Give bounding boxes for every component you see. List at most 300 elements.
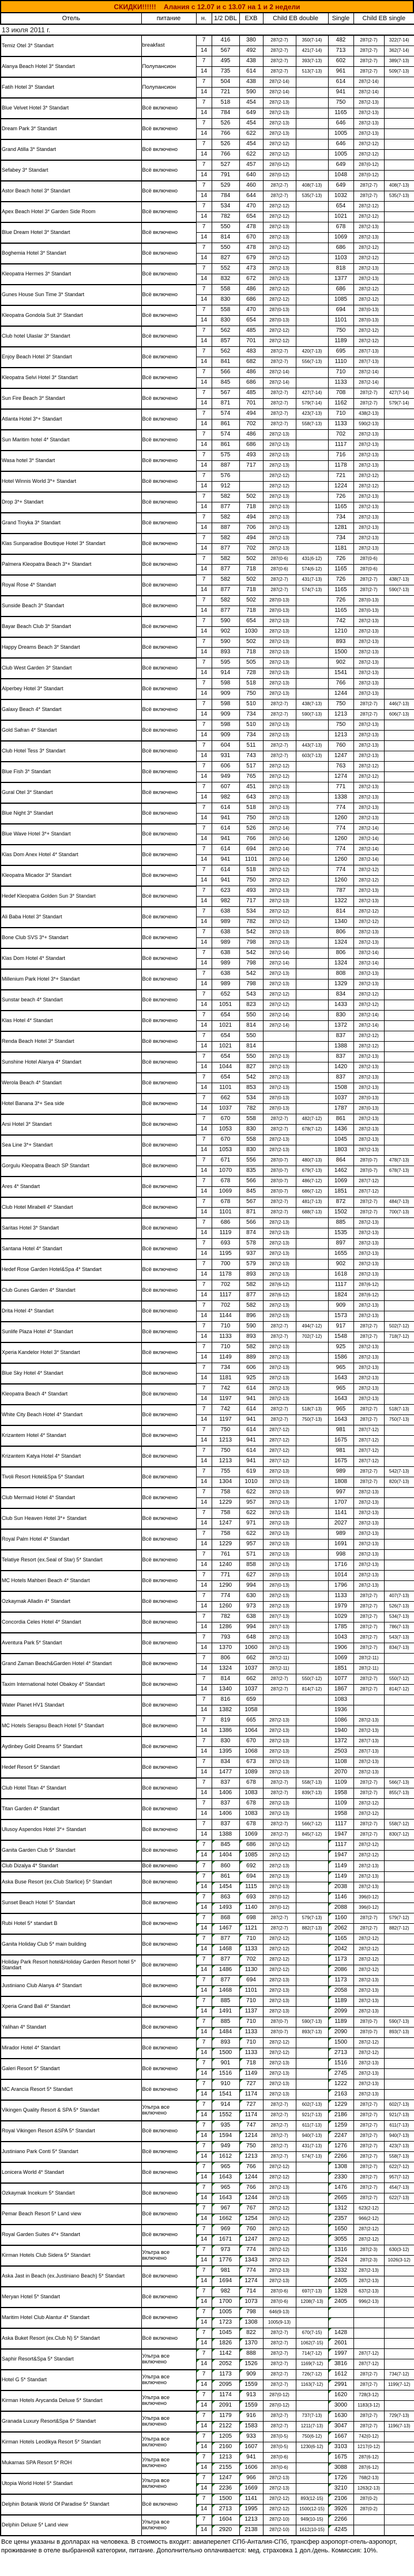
price-half-dbl-cell: 2052 <box>212 2359 239 2370</box>
price-single-cell: 774 <box>328 865 353 876</box>
child-eb-double-1-cell: 287(2-13) <box>263 616 296 627</box>
price-single-cell: 1162 <box>328 399 353 409</box>
price-single-cell: 1548 <box>328 1332 353 1342</box>
child-eb-single-1-cell: 287(2-7) <box>353 1197 384 1208</box>
child-eb-single-1-cell: 287(2-13) <box>353 1259 384 1270</box>
nights-cell: 14 <box>196 606 212 616</box>
child-eb-double-1-cell: 287(0-7) <box>263 2017 296 2027</box>
hotel-name-cell: Royal Vikingen Resort &SPA 5* Standart <box>1 2121 141 2142</box>
table-row <box>1 575 414 585</box>
price-exb-cell: 1244 <box>239 2173 263 2183</box>
meal-cell: Всё включено <box>141 451 196 471</box>
child-eb-double-1-cell: 287(2-7) <box>263 1125 296 1135</box>
price-single-cell: 2665 <box>328 2193 353 2204</box>
child-eb-single-1-cell: 287(2-13) <box>353 2007 384 2017</box>
price-single-cell: 734 <box>328 534 353 544</box>
table-row <box>1 782 414 793</box>
child-eb-double-2-cell <box>296 637 328 648</box>
child-eb-single-2-cell <box>384 554 414 565</box>
child-eb-single-1-cell: 287(2-7) <box>353 1788 384 1799</box>
child-eb-single-2-cell <box>384 1768 414 1778</box>
nights-cell: 7 <box>196 1737 212 1747</box>
child-eb-double-1-cell: 287(2-7) <box>263 741 296 751</box>
child-eb-single-2-cell <box>384 1488 414 1498</box>
price-exb-cell: 1037 <box>239 1685 263 1695</box>
hotel-name-cell: Pemar Beach Resort 5* Land view <box>1 2204 141 2225</box>
child-eb-double-2-cell <box>296 1965 328 1976</box>
hotel-name-cell: Hotel Winnis World 3*+ Standart <box>1 471 141 492</box>
child-eb-double-2-cell <box>296 803 328 814</box>
child-eb-single-1-cell: 287(2-13) <box>353 233 384 243</box>
child-eb-single-1-cell: 287(2-7) <box>353 46 384 56</box>
price-exb-cell: 1254 <box>239 2214 263 2225</box>
price-single-cell: 1436 <box>328 1125 353 1135</box>
child-eb-single-2-cell <box>384 782 414 793</box>
meal-cell: Всё включено <box>141 616 196 637</box>
price-half-dbl-cell: 1643 <box>212 2173 239 2183</box>
child-eb-single-1-cell: 287(7-13) <box>353 1737 384 1747</box>
child-eb-single-2-cell <box>384 865 414 876</box>
price-half-dbl-cell: 590 <box>212 616 239 627</box>
child-eb-single-1-cell: 728(3-12) <box>353 2390 384 2401</box>
price-exb-cell: 543 <box>239 990 263 1000</box>
price-exb-cell: 874 <box>239 1228 263 1239</box>
nights-cell: 7 <box>196 969 212 979</box>
meal-cell: Всё включено <box>141 243 196 264</box>
child-eb-double-2-cell: 393(7-13) <box>296 56 328 67</box>
price-exb-cell: 1010 <box>239 1477 263 1488</box>
child-eb-double-1-cell: 287(2-7) <box>263 1674 296 1685</box>
child-eb-single-2-cell <box>384 471 414 482</box>
nights-cell: 7 <box>196 1156 212 1166</box>
child-eb-double-1-cell: 287(2-13) <box>263 1550 296 1560</box>
child-eb-double-1-cell: 287(2-7) <box>263 1114 296 1125</box>
child-eb-single-2-cell <box>384 627 414 637</box>
price-single-cell: 1133 <box>328 378 353 388</box>
child-eb-double-2-cell: 566(7-12) <box>296 1820 328 1830</box>
price-single-cell: 1117 <box>328 1280 353 1291</box>
price-exb-cell: 578 <box>239 1239 263 1249</box>
hotel-name-cell: Gural Otel 3* Standart <box>1 782 141 803</box>
price-half-dbl-cell: 1662 <box>212 2214 239 2225</box>
child-eb-double-2-cell <box>296 1643 328 1654</box>
hotel-name-cell: Sunshine Hotel Alanya 4* Standart <box>1 1052 141 1073</box>
price-single-cell: 1796 <box>328 1581 353 1591</box>
child-eb-single-2-cell <box>384 1654 414 1664</box>
child-eb-single-2-cell <box>384 803 414 814</box>
child-eb-double-1-cell: 287(2-12) <box>263 482 296 492</box>
child-eb-double-2-cell: 579(7-13) <box>296 1913 328 1924</box>
child-eb-double-2-cell: 438(7-13) <box>296 699 328 710</box>
child-eb-single-2-cell <box>384 1498 414 1508</box>
price-single-cell: 734 <box>328 513 353 523</box>
price-single-cell: 1322 <box>328 897 353 907</box>
child-eb-double-2-cell: 590(7-13) <box>296 710 328 720</box>
child-eb-double-1-cell: 287(2-13) <box>263 720 296 731</box>
nights-cell: 14 <box>196 1768 212 1778</box>
child-eb-single-1-cell: 287(2-13) <box>353 119 384 129</box>
hotel-name-cell: Gorgulu Kleopatra Beach SP Standart <box>1 1156 141 1177</box>
child-eb-double-2-cell: 1169(7-12) <box>296 2359 328 2370</box>
child-eb-double-2-cell <box>296 1249 328 1259</box>
price-half-dbl-cell: 582 <box>212 596 239 606</box>
child-eb-single-1-cell: 287(2-3) <box>353 2256 384 2266</box>
nights-cell: 7 <box>196 2453 212 2463</box>
nights-cell: 7 <box>196 1550 212 1560</box>
price-half-dbl-cell: 670 <box>212 1135 239 1145</box>
table-row <box>1 492 414 502</box>
hotel-name-cell: Sunlife Plaza Hotel 4* Standart <box>1 1322 141 1342</box>
child-eb-single-1-cell: 287(2-13) <box>353 938 384 948</box>
price-single-cell: 1500 <box>328 2038 353 2048</box>
table-row <box>1 2287 414 2297</box>
child-eb-double-2-cell: 1612(10-15) <box>296 2525 328 2536</box>
child-eb-double-2-cell <box>296 492 328 502</box>
meal-cell: Всё включено <box>141 679 196 699</box>
price-half-dbl-cell: 877 <box>212 1934 239 1945</box>
child-eb-single-1-cell: 287(2-12) <box>353 202 384 212</box>
price-half-dbl-cell: 1178 <box>212 1270 239 1280</box>
price-exb-cell: 494 <box>239 513 263 523</box>
price-half-dbl-cell: 654 <box>212 1073 239 1083</box>
price-exb-cell: 698 <box>239 1913 263 1924</box>
meal-cell: Всё включено <box>141 865 196 886</box>
child-eb-double-2-cell <box>296 1664 328 1674</box>
price-half-dbl-cell: 700 <box>212 1259 239 1270</box>
table-row <box>1 1135 414 1145</box>
child-eb-single-2-cell <box>384 1747 414 1757</box>
child-eb-single-1-cell: 287(2-13) <box>353 2276 384 2287</box>
nights-cell: 7 <box>196 2183 212 2193</box>
child-eb-double-2-cell <box>296 1228 328 1239</box>
child-eb-single-1-cell: 287(2-13) <box>353 731 384 741</box>
child-eb-single-2-cell <box>384 316 414 326</box>
child-eb-single-1-cell <box>353 1695 384 1705</box>
child-eb-double-1-cell: 287(2-13) <box>263 2079 296 2090</box>
child-eb-double-1-cell: 287(2-14) <box>263 855 296 865</box>
meal-cell: Всё включено <box>141 948 196 969</box>
child-eb-single-2-cell <box>384 1519 414 1529</box>
table-row <box>1 845 414 855</box>
price-single-cell: 1260 <box>328 855 353 865</box>
price-half-dbl-cell: 782 <box>212 1612 239 1622</box>
hotel-name-cell: Water Planet HV1 Standart <box>1 1695 141 1716</box>
nights-cell: 14 <box>196 814 212 824</box>
table-row <box>1 1342 414 1353</box>
child-eb-double-2-cell <box>296 1218 328 1228</box>
child-eb-double-2-cell <box>296 254 328 264</box>
child-eb-double-2-cell <box>296 1446 328 1457</box>
price-half-dbl-cell: 1388 <box>212 1830 239 1840</box>
price-half-dbl-cell: 1700 <box>212 2297 239 2308</box>
price-exb-cell: 1669 <box>239 2484 263 2494</box>
child-eb-single-1-cell: 287(2-7) <box>353 181 384 191</box>
child-eb-single-1-cell: 287(2-13) <box>353 534 384 544</box>
table-row <box>1 2349 414 2359</box>
price-exb-cell: 750 <box>239 814 263 824</box>
price-half-dbl-cell: 877 <box>212 585 239 596</box>
price-half-dbl-cell: 901 <box>212 2059 239 2069</box>
child-eb-double-1-cell <box>263 1031 296 1042</box>
meal-cell: Всё включено <box>141 1695 196 1716</box>
price-half-dbl-cell: 614 <box>212 803 239 814</box>
table-row <box>1 1322 414 1332</box>
child-eb-double-2-cell <box>296 523 328 534</box>
table-row <box>1 1591 414 1602</box>
child-eb-double-2-cell <box>296 1882 328 1893</box>
price-half-dbl-cell: 1404 <box>212 1851 239 1861</box>
price-half-dbl-cell: 562 <box>212 347 239 357</box>
price-half-dbl-cell: 885 <box>212 2017 239 2027</box>
price-half-dbl-cell: 1197 <box>212 1415 239 1425</box>
table-row <box>1 119 414 129</box>
price-single-cell: 1165 <box>328 108 353 119</box>
price-half-dbl-cell: 1304 <box>212 1477 239 1488</box>
child-eb-single-2-cell <box>384 606 414 616</box>
child-eb-double-2-cell <box>296 2059 328 2069</box>
child-eb-double-1-cell: 287(0-13) <box>263 305 296 316</box>
child-eb-double-1-cell: 287(2-12) <box>263 1840 296 1851</box>
child-eb-single-1-cell: 287(2-13) <box>353 1529 384 1539</box>
hotel-name-cell: Boghemia Hotel 3* Standart <box>1 243 141 264</box>
child-eb-single-1-cell: 287(2-12) <box>353 1000 384 1011</box>
hotel-name-cell: Delphin Deluxe 5* Land view <box>1 2515 141 2536</box>
hotel-name-cell: Kleopatra Beach 4* Standart <box>1 1384 141 1405</box>
child-eb-double-1-cell: 287(2-13) <box>263 1062 296 1073</box>
price-exb-cell: 1133 <box>239 2027 263 2038</box>
child-eb-double-1-cell: 287(2-13) <box>263 1145 296 1156</box>
child-eb-single-1-cell: 287(2-14) <box>353 1011 384 1021</box>
table-row <box>1 1467 414 1477</box>
table-row <box>1 1757 414 1768</box>
child-eb-double-1-cell: 287(0-12) <box>263 160 296 171</box>
child-eb-double-2-cell: 421(7-14) <box>296 46 328 56</box>
child-eb-double-1-cell: 287(2-13) <box>263 2183 296 2193</box>
meal-cell: Ультра все включено <box>141 2349 196 2370</box>
price-exb-cell: 502 <box>239 575 263 585</box>
price-single-cell: 941 <box>328 88 353 98</box>
price-exb-cell: 1559 <box>239 2401 263 2411</box>
child-eb-double-1-cell: 287(2-11) <box>263 1654 296 1664</box>
child-eb-double-1-cell: 287(2-7) <box>263 419 296 430</box>
child-eb-double-2-cell: 574(6-12) <box>296 565 328 575</box>
child-eb-single-2-cell <box>384 1239 414 1249</box>
child-eb-single-1-cell: 287(2-13) <box>353 1757 384 1768</box>
meal-cell: Всё включено <box>141 1934 196 1955</box>
price-half-dbl-cell: 989 <box>212 938 239 948</box>
child-eb-double-2-cell <box>296 2193 328 2204</box>
meal-cell: Всё включено <box>141 2204 196 2225</box>
price-half-dbl-cell: 965 <box>212 2162 239 2173</box>
child-eb-double-2-cell <box>296 1000 328 1011</box>
price-single-cell: 1189 <box>328 1996 353 2007</box>
price-single-cell: 808 <box>328 969 353 979</box>
child-eb-single-2-cell <box>384 1757 414 1768</box>
nights-cell: 7 <box>196 1778 212 1788</box>
price-single-cell: 965 <box>328 1384 353 1394</box>
table-row <box>1 596 414 606</box>
child-eb-single-1-cell: 287(2-12) <box>353 471 384 482</box>
child-eb-single-2-cell <box>384 1031 414 1042</box>
price-single-cell: 1276 <box>328 2142 353 2152</box>
table-row <box>1 1861 414 1872</box>
child-eb-single-2-cell <box>384 2048 414 2059</box>
child-eb-single-1-cell: 287(2-14) <box>353 845 384 855</box>
price-exb-cell: 502 <box>239 554 263 565</box>
child-eb-single-2-cell: 509(7-13) <box>384 67 414 77</box>
hotel-name-cell: Krizantem Hotel 4* Standart <box>1 1425 141 1446</box>
child-eb-double-1-cell: 287(2-7) <box>263 1208 296 1218</box>
price-single-cell: 1213 <box>328 710 353 720</box>
price-single-cell: 1165 <box>328 1934 353 1945</box>
price-exb-cell: 486 <box>239 430 263 440</box>
child-eb-double-1-cell: 287(2-14) <box>263 824 296 834</box>
hotel-name-cell: White City Beach Hotel 4* Standart <box>1 1405 141 1425</box>
table-row <box>1 98 414 108</box>
child-eb-double-2-cell <box>296 1571 328 1581</box>
child-eb-double-2-cell <box>296 782 328 793</box>
price-exb-cell: 1244 <box>239 2193 263 2204</box>
price-half-dbl-cell: 912 <box>212 482 239 492</box>
child-eb-single-1-cell: 287(2-12) <box>353 1945 384 1955</box>
price-half-dbl-cell: 750 <box>212 1446 239 1457</box>
child-eb-double-2-cell: 726(7-12) <box>296 2370 328 2380</box>
price-exb-cell: 571 <box>239 1550 263 1560</box>
child-eb-double-1-cell: 287(2-13) <box>263 1073 296 1083</box>
child-eb-single-1-cell: 287(2-13) <box>353 1062 384 1073</box>
price-single-cell: 2086 <box>328 1965 353 1976</box>
hotel-name-cell: Mirador Hotel 4* Standart <box>1 2038 141 2059</box>
child-eb-single-2-cell <box>384 2204 414 2214</box>
child-eb-double-2-cell: 480(7-13) <box>296 1156 328 1166</box>
price-exb-cell: 534 <box>239 907 263 917</box>
child-eb-double-1-cell: 287(2-7) <box>263 1830 296 1840</box>
child-eb-double-2-cell <box>296 897 328 907</box>
nights-cell: 14 <box>196 1353 212 1363</box>
nights-cell: 14 <box>196 834 212 845</box>
table-row <box>1 347 414 357</box>
price-exb-cell: 590 <box>239 88 263 98</box>
price-single-cell: 965 <box>328 1405 353 1415</box>
price-half-dbl-cell: 885 <box>212 1996 239 2007</box>
child-eb-double-2-cell <box>296 513 328 523</box>
nights-cell: 14 <box>196 2007 212 2017</box>
price-single-cell: 654 <box>328 202 353 212</box>
price-exb-cell: 710 <box>239 2038 263 2048</box>
price-half-dbl-cell: 1021 <box>212 1021 239 1031</box>
child-eb-single-1-cell: 287(0-7) <box>353 1166 384 1177</box>
price-single-cell: 909 <box>328 1301 353 1311</box>
price-half-dbl-cell: 2095 <box>212 2380 239 2390</box>
meal-cell: Всё включено <box>141 1197 196 1218</box>
price-half-dbl-cell: 638 <box>212 948 239 959</box>
hotel-name-cell: Aska Buket Resort (ex.Club N) 5* Standart <box>1 2328 141 2349</box>
child-eb-single-2-cell <box>384 679 414 689</box>
child-eb-single-2-cell <box>384 1571 414 1581</box>
price-exb-cell: 957 <box>239 1539 263 1550</box>
nights-cell: 7 <box>196 2121 212 2131</box>
table-row <box>1 202 414 212</box>
price-half-dbl-cell: 845 <box>212 1840 239 1851</box>
price-half-dbl-cell: 910 <box>212 2079 239 2090</box>
nights-cell: 14 <box>196 88 212 98</box>
price-half-dbl-cell: 814 <box>212 233 239 243</box>
price-exb-cell: 556 <box>239 1156 263 1166</box>
child-eb-single-2-cell <box>384 1799 414 1809</box>
nights-cell: 14 <box>196 1809 212 1820</box>
child-eb-single-2-cell: 408(7-13) <box>384 181 414 191</box>
price-exb-cell: 1247 <box>239 2235 263 2245</box>
nights-cell: 7 <box>196 2473 212 2484</box>
child-eb-single-1-cell: 287(2-13) <box>353 222 384 233</box>
hotel-name-cell: Club Hotel Titan 4* Standart <box>1 1778 141 1799</box>
child-eb-double-2-cell <box>296 1893 328 1903</box>
child-eb-single-1-cell: 287(2-13) <box>353 1488 384 1498</box>
price-single-cell: 925 <box>328 1342 353 1353</box>
hotel-name-cell: Wasa hotel 3* Standart <box>1 451 141 471</box>
child-eb-double-2-cell <box>296 368 328 378</box>
child-eb-single-2-cell <box>384 326 414 336</box>
nights-cell: 7 <box>196 554 212 565</box>
meal-cell: Всё включено <box>141 1612 196 1633</box>
price-single-cell: 2090 <box>328 2027 353 2038</box>
child-eb-double-2-cell <box>296 814 328 824</box>
child-eb-double-1-cell: 287(2-13) <box>263 1218 296 1228</box>
nights-cell: 7 <box>196 928 212 938</box>
child-eb-double-2-cell <box>296 171 328 181</box>
child-eb-single-2-cell <box>384 834 414 845</box>
price-half-dbl-cell: 1260 <box>212 1602 239 1612</box>
child-eb-single-1-cell: 287(2-7) <box>353 2193 384 2204</box>
child-eb-single-2-cell: 534(7-13) <box>384 1612 414 1622</box>
child-eb-double-2-cell: 611(7-13) <box>296 2121 328 2131</box>
price-single-cell: 1618 <box>328 1270 353 1280</box>
price-single-cell: 3055 <box>328 2235 353 2245</box>
price-half-dbl-cell: 1671 <box>212 2235 239 2245</box>
nights-cell: 7 <box>196 534 212 544</box>
table-row <box>1 1550 414 1560</box>
meal-cell: Всё включено <box>141 782 196 803</box>
child-eb-double-2-cell: 670(7-15) <box>296 2328 328 2339</box>
price-half-dbl-cell: 1467 <box>212 1924 239 1934</box>
nights-cell: 7 <box>196 1218 212 1228</box>
hotel-name-cell: Kleopatra Micador 3* Standart <box>1 865 141 886</box>
child-eb-double-1-cell: 287(2-7) <box>263 347 296 357</box>
child-eb-double-2-cell <box>296 139 328 150</box>
child-eb-single-1-cell: 287(2-13) <box>353 1083 384 1094</box>
meal-cell: Всё включено <box>141 1114 196 1135</box>
price-exb-cell: 760 <box>239 2225 263 2235</box>
price-single-cell: 1312 <box>328 2204 353 2214</box>
price-single-cell: 1906 <box>328 1643 353 1654</box>
price-half-dbl-cell: 1213 <box>212 1436 239 1446</box>
price-half-dbl-cell: 1133 <box>212 1332 239 1342</box>
price-exb-cell: 1343 <box>239 2256 263 2266</box>
hotel-name-cell: Galaxy Beach 4* Standart <box>1 699 141 720</box>
child-eb-double-1-cell: 287(2-12) <box>263 2173 296 2183</box>
price-half-dbl-cell: 582 <box>212 575 239 585</box>
price-half-dbl-cell: 1247 <box>212 2473 239 2484</box>
child-eb-double-2-cell <box>296 2453 328 2463</box>
child-eb-single-1-cell: 287(2-7) <box>353 1322 384 1332</box>
child-eb-double-2-cell <box>296 212 328 222</box>
price-single-cell: 1500 <box>328 648 353 658</box>
child-eb-single-1-cell: 287(2-7) <box>353 1820 384 1830</box>
meal-cell: Всё включено <box>141 803 196 824</box>
child-eb-double-2-cell: 1211(7-13) <box>296 2422 328 2432</box>
price-half-dbl-cell: 1117 <box>212 1291 239 1301</box>
child-eb-single-1-cell: 287(6-12) <box>353 2463 384 2473</box>
